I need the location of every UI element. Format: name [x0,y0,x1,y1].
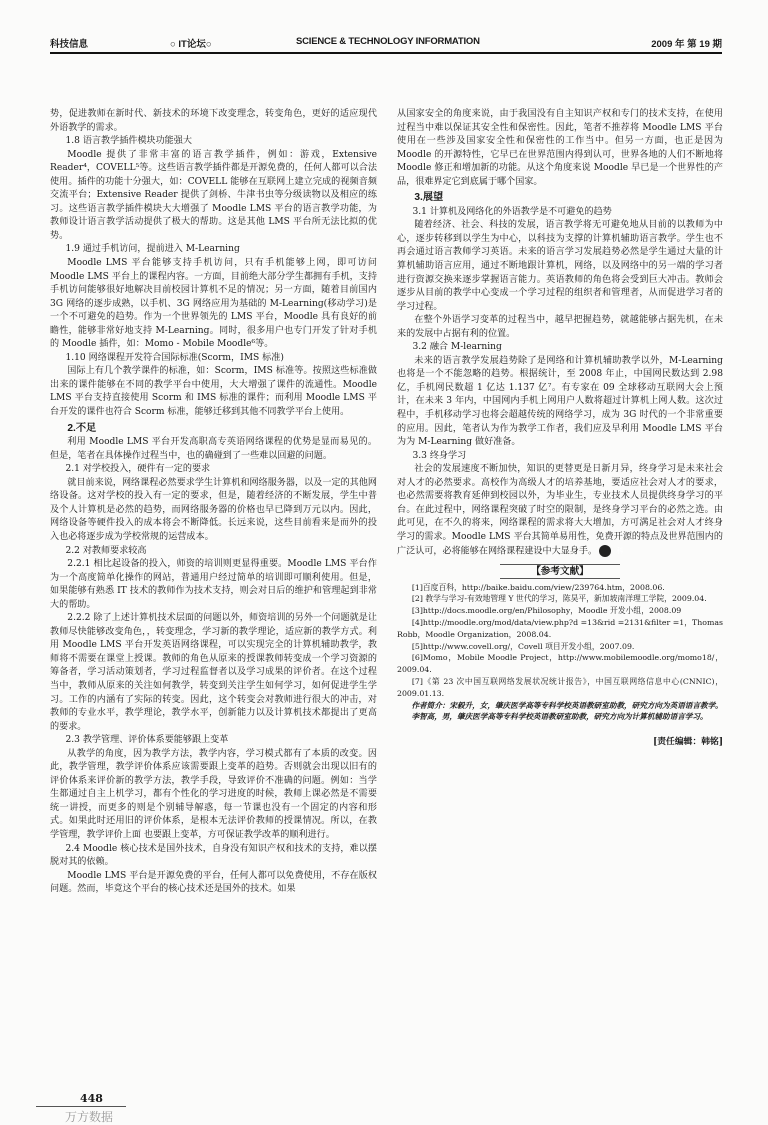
reference-item: [3]http://docs.moodle.org/en/Philosophy，Moodle 开发小组，2008.09 [411,606,682,616]
reference-item: [6]Momo，Mobile Moodle Project，http://www.mobilemoodle.org/momo18/，2009.04. [397,653,723,675]
section-heading: 2.4 Moodle 核心技术是国外技术，自身没有知识产权和技术的支持，难以摆脱对其的依赖。 [50,843,377,868]
editor-note: [责任编辑：韩铭] [653,736,723,747]
header-rule [50,52,722,54]
paragraph: Moodle LMS 平台是开源免费的平台，任何人都可以免费使用，不存在版权问题。然而，毕竟这个平台的核心技术还是国外的技术。如果 [50,870,377,895]
paragraph: 社会的发展速度不断加快，知识的更替更是日新月异，终身学习是未来社会对人才的必然要求。高校作为高级人才的培养基地，要适应社会对人才的要求，也必然需要将教育延伸到校园以外，为毕业生，专业技术人员提供终身学习的平台。在此过程中，网络课程突破了时空的限制，是终身学习平台的必然之选。由此可见，在不久的将来，网络课程的需求将大大增加，方可满足社会对人才终身学习的需求。Moodle LMS 平台其简单易用性，免费开源的特点及世界范围内的广泛认可，必将能够在网络课程建设中大显身手。 科 [397,464,723,556]
reference-item: [7]《第 23 次中国互联网络发展状况统计报告》，中国互联网络信息中心(CNNIC)，2009.01.13. [397,676,723,698]
section-heading: 3.2 融合 M-learning [412,342,502,353]
end-mark-icon: 科 [599,545,611,557]
paragraph: Moodle LMS 平台能够支持手机访问，只有手机能够上网，即可访问 Moodle LMS 平台上的课程内容。一方面，目前绝大部分学生都拥有手机，支持手机访问能够很好地解决目前校园计算机不足的情况；另一方面，随着目前国内 3G 网络的逐步成熟，以手机、3G 网络应用为基础的 M-Learning(移动学习)是一个不可避免的趋势。作为一个世界领先的 LMS 平台，Moodle 具有良好的前瞻性，能够非常好地支持 M-Learning。同时，很多用户也专门开发了针对手机的 Moodle 插件，如：Momo - Mobile Moodle⁶等。 [50,258,377,350]
paragraph: 2.2.2 除了上述计算机技术层面的问题以外，师资培训的另外一个问题就是让教师尽快能够改变角色，，转变理念，学习新的教学理论，适应新的教学方式。利用 Moodle LMS 平台开发英语网络课程，可以实现完全的计算机辅助教学，教师将不需要在课堂上授课。教师的角色从原来的授课教师转变成一个学习资源的筹备者，学习活动策划者，学习过程监督者以及学习成果的评价者。在这个过程当中，教师从原来的关注如何教学，转变到关注学生如何学习，如何促进学生学习。工作的内涵有了实际的转变。因此，这个转变会对教师进行很大的冲击，对教师的专业水平，教学理论，教学水平，创新能力以及计算机技术都提出了更高的要求。 [50,613,377,732]
paragraph: 未来的语言教学发展趋势除了是网络和计算机辅助教学以外，M-Learning 也将是一个不能忽略的趋势。根据统计，至 2008 年止，中国网民数达到 2.98 亿，手机网民数超 1 亿达 1.137 亿⁷。有专家在 09 全球移动互联网大会上预计，在未来 3 年内，中国网内手机上网用户人数将超过计算机上网人数。这次过程中，手机移动学习也将会超越传统的网络学习，成为 3G 时代的一个非常重要的应用。因此，笔者认为作为教学工作者，我们应及早利用 Moodle LMS 平台为为 M-Learning 做好准备。 [397,355,723,448]
issue-label: 2009 年 第 19 期 [651,39,722,50]
section-heading: 3.3 终身学习 [412,450,467,461]
references-title: 【参考文献】 [500,564,620,579]
section-heading: 2.不足 [67,422,97,434]
watermark: 万方数据 [65,1110,114,1124]
reference-item: [4]http://moodle.org/mod/data/view.php?d =13&rid =2131&filter =1，Thomas Robb，Moodle Organization，2008.04. [397,617,723,639]
section-heading: 2.3 教学管理、评价体系要能够跟上变革 [65,735,229,746]
page-number: 448 [80,1092,103,1105]
section-heading: 3.展望 [414,192,444,204]
footer-rule [36,1106,126,1107]
paragraph: 就目前来说，网络课程必然要求学生计算机和网络服务器，以及一定的其他网络设备。这对学校的投入有一定的要求，但是，随着经济的不断发展，学生中普及个人计算机是必然的趋势，而网络服务器的价格也早已降到万元以内。因此，网络设备等硬件投入的成本将会不断降低。长远来说，这些目前看来是而外的投入也必将逐步成为学校常规的运营成本。 [50,477,377,542]
reference-item: [5]http://www.covell.org/，Covell 项目开发小组，2007.09. [411,641,635,651]
paragraph: 利用 Moodle LMS 平台开发高职高专英语网络课程的优势是显而易见的。但是，笔者在具体操作过程当中，也的确碰到了一些难以回避的问题。 [50,437,377,461]
author-info [397,700,723,723]
paragraph: Moodle 提供了非常丰富的语言教学插件，例如：游戏，Extensive Reader⁴，COVELL⁵等。这些语言教学插件都是开源免费的，任何人都可以合法使用。插件的功能十分强大，如：COVELL 能够在互联网上建立完成的视频音频交流平台；Extensive Reader 提供了剑桥、牛津书虫等分级读物以及相应的练习。这些语言教学插件模块大大增强了 Moodle LMS 平台的语言教学功能，为教师设计语言教学活动提供了极大的帮助。这是其他 LMS 平台所无法比拟的优势。 [50,149,377,241]
reference-item: [1]百度百科，http://baike.baidu.com/view/239764.htm，2008.06. [411,582,665,592]
section-label: ○ IT论坛○ [170,39,212,50]
paragraph: 在整个外语学习变革的过程当中，越早把握趋势，就越能够占据先机，在未来的发展中占据有利的位置。 [397,315,723,339]
journal-name: 科技信息 [50,39,89,50]
section-heading: 3.1 计算机及网络化的外语教学是不可避免的趋势 [412,206,612,217]
journal-english-name: SCIENCE & TECHNOLOGY INFORMATION [296,36,480,47]
right-column [397,108,723,749]
paragraph: 势，促进教师在新时代、新技术的环境下改变理念，转变角色，更好的适应现代外语教学的需求。 [50,109,377,133]
paragraph: 随着经济、社会、科技的发展，语言教学将无可避免地从目前的以教师为中心，逐步转移到以学生为中心，以科技为支撑的计算机辅助语言教学。学生也不再会通过语言教师学习英语。未来的语言学习发展趋势必然是学生通过大量的计算机辅助语言应用，通过不断地跟计算机，网络，以及网络中的另一端的学习者进行资源交换来逐步掌握语言能力。英语教师的角色将会受到巨大冲击。教师会逐步从目前的教学中心变成一个学习过程的组织者和管理者，从而促进学习者的学习过程。 [397,220,723,312]
paragraph: 从国家安全的角度来说，由于我国没有自主知识产权和专门的技术支持，在使用过程当中难以保证其安全性和保密性。因此，笔者不推荐将 Moodle LMS 平台使用在一些涉及国家安全性和保密性的工作当中。但另一方面，也正是因为 Moodle 的开源特性，它早已在世界范围内得到认可，世界各地的人们不断地将 Moodle 修正和增加新的功能。从这个角度来说 Moodle 早已是一个世界性的产品，很难界定它到底属于哪个国家。 [397,109,723,187]
section-heading: 1.9 通过手机访问，提前进入 M-Learning [65,244,240,255]
author-line: 李智高，男，肇庆医学高等专科学校英语教研室助教，研究方向为计算机辅助语言学习。 [411,712,708,722]
paragraph: 2.2.1 相比起设备的投入，师资的培训则更显得重要。Moodle LMS 平台作为一个高度简单化操作的网站，普通用户经过简单的培训即可顺利使用。但是，如果能够有熟悉 IT 技术的教师作为技术支持，则会对日后的维护和管理起到非常大的帮助。 [50,559,377,610]
paragraph: 国际上有几个教学课件的标准，如：Scorm，IMS 标准等。按照这些标准做出来的课件能够在不同的教学平台中使用，大大增强了课件的流通性。Moodle LMS 平台支持直接使用 Scorm 和 IMS 标准的课件；而利用 Moodle LMS 平台开发的课件也符合 Scorm 标准，能够迁移到其他不同教学平台上使用。 [50,366,377,418]
references-list [397,582,723,700]
section-heading: 2.1 对学校投入，硬件有一定的要求 [65,464,211,475]
left-column [50,108,377,897]
section-heading: 2.2 对教师要求较高 [65,545,147,556]
section-heading: 1.10 网络课程开发符合国际标准(Scorm，IMS 标准) [65,352,284,363]
running-header [50,34,722,52]
paragraph: 从教学的角度，因为教学方法，教学内容，学习模式都有了本质的改变。因此，教学管理，教学评价体系应该需要跟上变革的趋势。否则就会出现以旧有的评价体系来评价新的教学方法，教学手段，导致评价不准确的问题。例如：当学生都通过自主上机学习，都有个性化的学习进度的时候，教师上课必然是不需要统一讲授，而更多的则是个别辅导解惑，每一节课也没有一个固定的内容和形式。如果此时还用旧的评价体系，是根本无法评价教师的授课情况。所以，在教学管理，教学评价上面 也要跟上变革，方可保证教学改革的顺利进行。 [50,748,377,840]
reference-item: [2] 教学与学习-有效地管理 Y 世代的学习，陈昊平，新加坡南洋理工学院，2009.04. [411,594,707,604]
author-line: 作者简介：宋毅升，女，肇庆医学高等专科学校英语教研室助教，研究方向为英语语言教学。 [411,700,723,710]
section-heading: 1.8 语言教学插件模块功能强大 [65,136,192,147]
